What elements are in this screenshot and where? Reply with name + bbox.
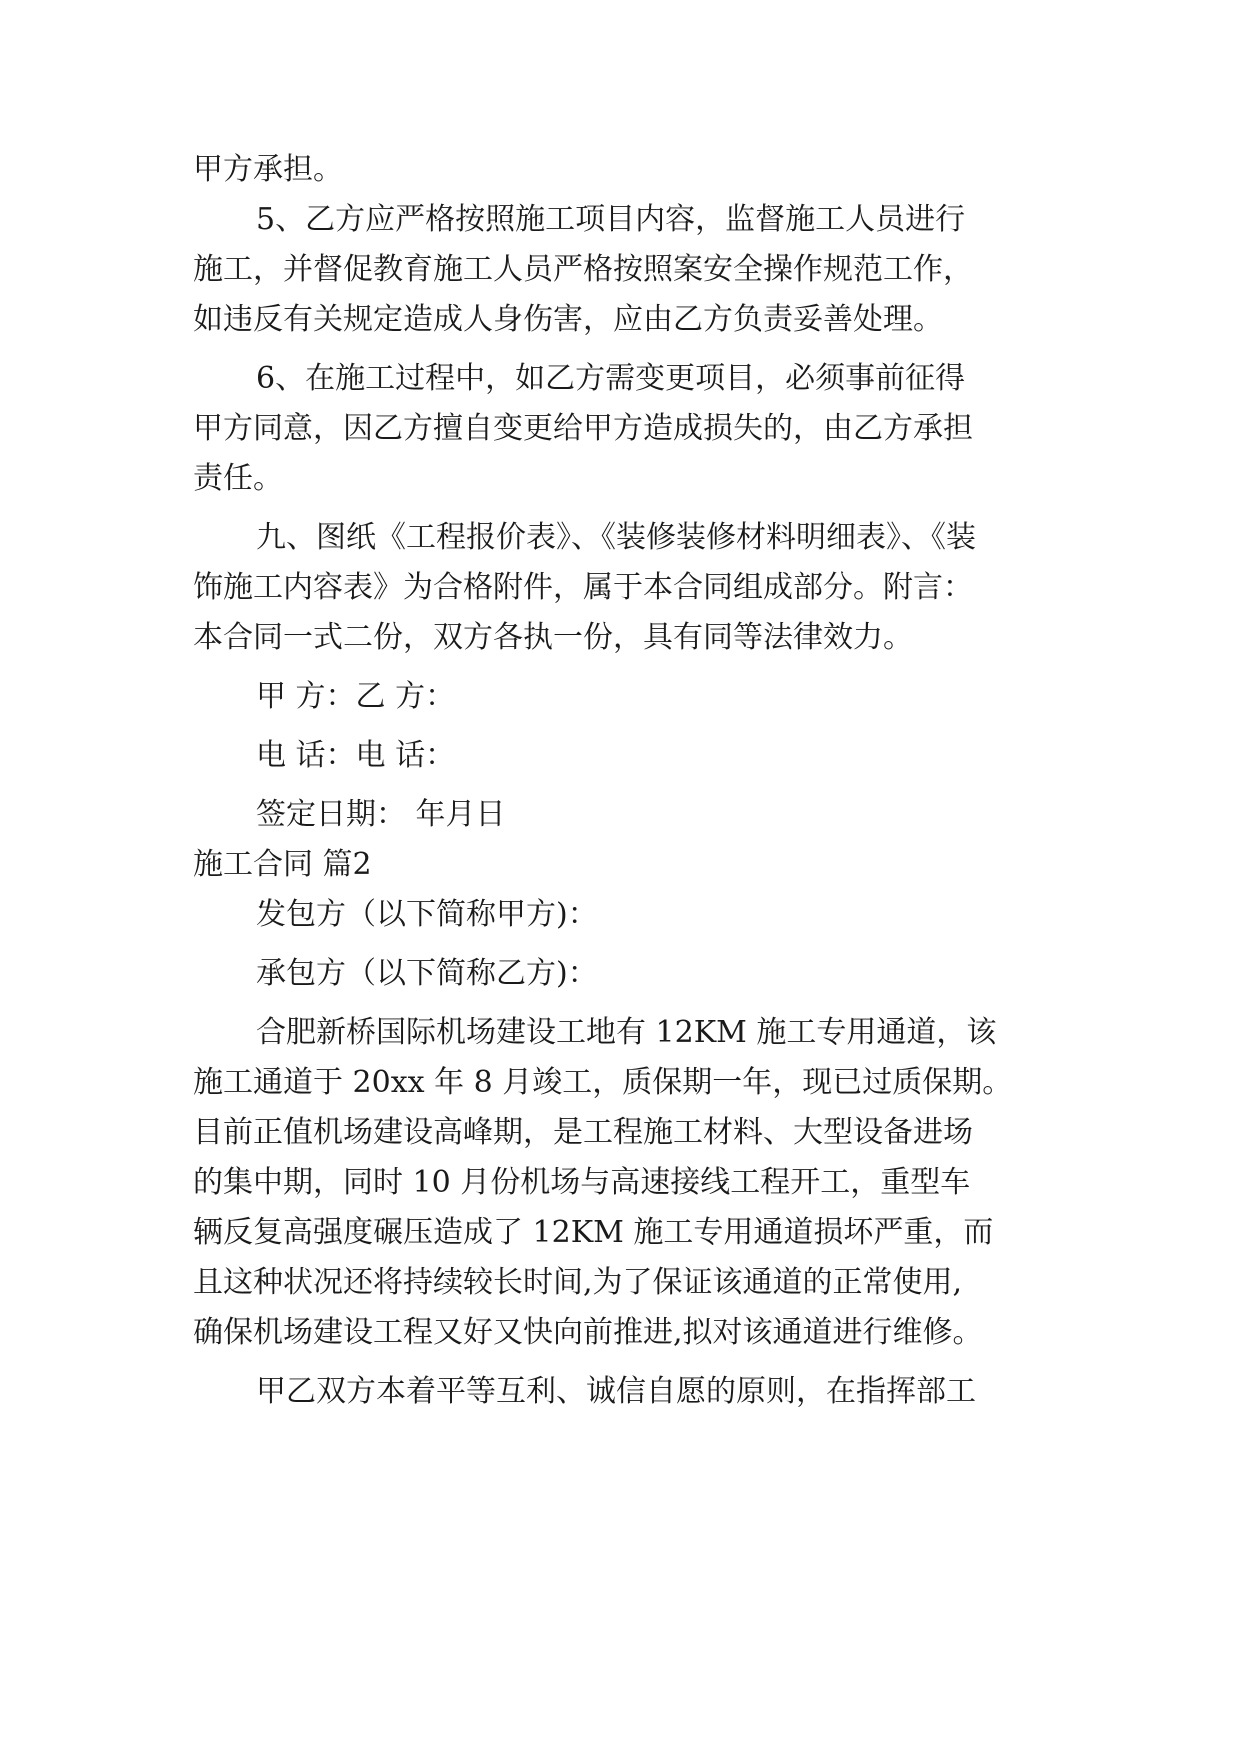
text-line: 本合同一式二份，双方各执一份，具有同等法律效力。 — [193, 620, 913, 655]
text-line: 5、乙方应严格按照施工项目内容，监督施工人员进行 — [256, 202, 966, 237]
section-heading: 施工合同 篇2 — [193, 847, 372, 882]
signature-date-line: 签定日期： 年月日 — [256, 797, 506, 832]
text-line: 且这种状况还将持续较长时间,为了保证该通道的正常使用, — [193, 1265, 963, 1300]
text-line: 确保机场建设工程又好又快向前推进,拟对该通道进行维修。 — [193, 1315, 983, 1350]
text-line: 目前正值机场建设高峰期，是工程施工材料、大型设备进场 — [193, 1115, 973, 1150]
text-line: 承包方（以下简称乙方)： — [256, 956, 598, 991]
text-line: 甲乙双方本着平等互利、诚信自愿的原则，在指挥部工 — [256, 1374, 976, 1409]
text-line: 责任。 — [193, 461, 283, 496]
text-line: 饰施工内容表》为合格附件，属于本合同组成部分。附言： — [193, 570, 973, 605]
text-line: 发包方（以下简称甲方)： — [256, 897, 598, 932]
signature-party-line: 甲 方：乙 方： — [256, 679, 456, 714]
text-line: 甲方承担。 — [193, 152, 343, 187]
text-line: 施工通道于 20xx 年 8 月竣工，质保期一年，现已过质保期。 — [193, 1065, 1013, 1100]
text-line: 九、图纸《工程报价表》、《装修装修材料明细表》、《装 — [256, 520, 976, 555]
text-line: 6、在施工过程中，如乙方需变更项目，必须事前征得 — [256, 361, 966, 396]
text-line: 甲方同意，因乙方擅自变更给甲方造成损失的，由乙方承担 — [193, 411, 973, 446]
text-line: 施工，并督促教育施工人员严格按照案安全操作规范工作， — [193, 252, 973, 287]
text-line: 合肥新桥国际机场建设工地有 12KM 施工专用通道，该 — [256, 1015, 997, 1050]
signature-phone-line: 电 话：电 话： — [256, 738, 456, 773]
text-line: 如违反有关规定造成人身伤害，应由乙方负责妥善处理。 — [193, 302, 943, 337]
text-line: 辆反复高强度碾压造成了 12KM 施工专用通道损坏严重，而 — [193, 1215, 994, 1250]
text-line: 的集中期，同时 10 月份机场与高速接线工程开工，重型车 — [193, 1165, 971, 1200]
